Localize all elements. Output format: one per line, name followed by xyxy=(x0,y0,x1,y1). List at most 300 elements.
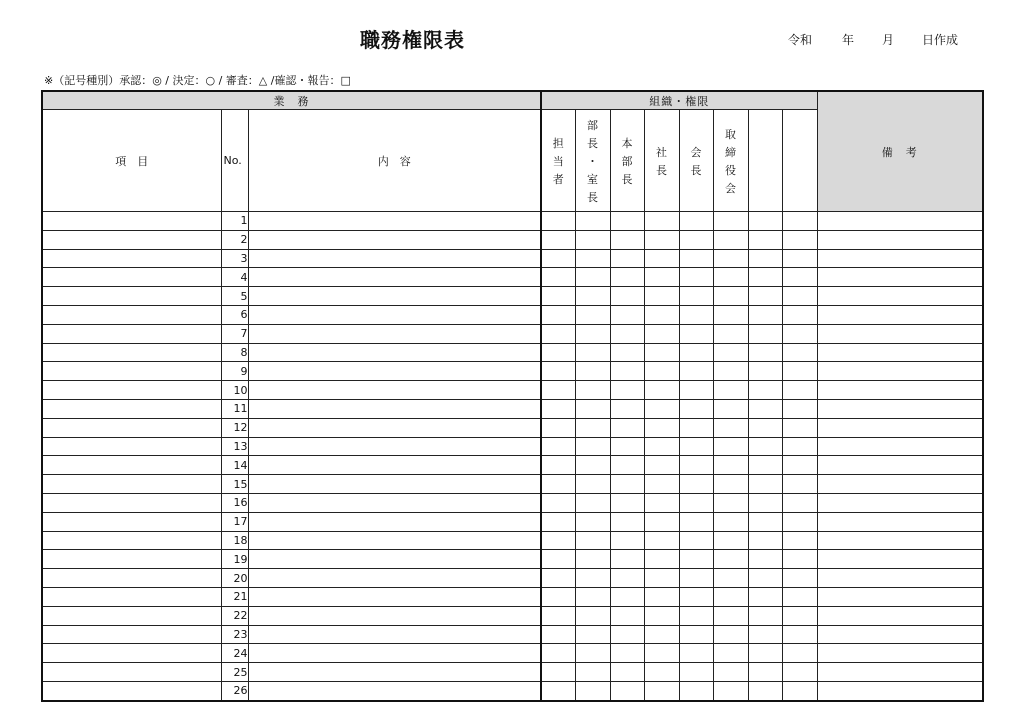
authority-cell[interactable] xyxy=(713,399,748,418)
authority-cell[interactable] xyxy=(713,512,748,531)
authority-cell[interactable] xyxy=(713,437,748,456)
authority-cell[interactable] xyxy=(644,531,679,550)
authority-cell[interactable] xyxy=(713,362,748,381)
authority-cell[interactable] xyxy=(748,287,782,306)
authority-cell[interactable] xyxy=(782,287,817,306)
authority-cell[interactable] xyxy=(782,550,817,569)
authority-cell[interactable] xyxy=(575,287,610,306)
authority-cell[interactable] xyxy=(748,343,782,362)
item-cell[interactable] xyxy=(42,681,221,700)
authority-cell[interactable] xyxy=(644,268,679,287)
authority-cell[interactable] xyxy=(713,531,748,550)
authority-cell[interactable] xyxy=(541,343,575,362)
authority-cell[interactable] xyxy=(782,587,817,606)
content-cell[interactable] xyxy=(248,418,541,437)
content-cell[interactable] xyxy=(248,305,541,324)
authority-cell[interactable] xyxy=(575,362,610,381)
authority-cell[interactable] xyxy=(541,531,575,550)
authority-cell[interactable] xyxy=(610,587,644,606)
content-cell[interactable] xyxy=(248,343,541,362)
authority-cell[interactable] xyxy=(748,512,782,531)
authority-cell[interactable] xyxy=(541,493,575,512)
authority-cell[interactable] xyxy=(679,362,713,381)
remarks-cell[interactable] xyxy=(817,343,983,362)
authority-cell[interactable] xyxy=(782,399,817,418)
authority-cell[interactable] xyxy=(644,362,679,381)
authority-cell[interactable] xyxy=(748,230,782,249)
content-cell[interactable] xyxy=(248,550,541,569)
authority-cell[interactable] xyxy=(782,418,817,437)
role-header-char: 者 xyxy=(552,173,564,186)
item-cell[interactable] xyxy=(42,212,221,231)
authority-cell[interactable] xyxy=(748,475,782,494)
remarks-cell[interactable] xyxy=(817,268,983,287)
remarks-cell[interactable] xyxy=(817,606,983,625)
item-cell[interactable] xyxy=(42,362,221,381)
authority-cell[interactable] xyxy=(541,512,575,531)
authority-cell[interactable] xyxy=(782,531,817,550)
authority-cell[interactable] xyxy=(575,249,610,268)
authority-cell[interactable] xyxy=(713,249,748,268)
authority-cell[interactable] xyxy=(541,362,575,381)
content-cell[interactable] xyxy=(248,399,541,418)
authority-cell[interactable] xyxy=(644,550,679,569)
authority-cell[interactable] xyxy=(541,606,575,625)
authority-cell[interactable] xyxy=(713,625,748,644)
authority-cell[interactable] xyxy=(713,268,748,287)
item-cell[interactable] xyxy=(42,230,221,249)
authority-cell[interactable] xyxy=(713,287,748,306)
authority-cell[interactable] xyxy=(713,324,748,343)
authority-cell[interactable] xyxy=(541,381,575,400)
authority-cell[interactable] xyxy=(541,324,575,343)
item-cell[interactable] xyxy=(42,437,221,456)
authority-cell[interactable] xyxy=(748,399,782,418)
authority-cell[interactable] xyxy=(575,399,610,418)
authority-cell[interactable] xyxy=(782,456,817,475)
authority-cell[interactable] xyxy=(644,230,679,249)
authority-cell[interactable] xyxy=(782,437,817,456)
authority-cell[interactable] xyxy=(575,644,610,663)
authority-cell[interactable] xyxy=(541,587,575,606)
item-cell[interactable] xyxy=(42,343,221,362)
authority-cell[interactable] xyxy=(782,663,817,682)
authority-cell[interactable] xyxy=(679,456,713,475)
authority-cell[interactable] xyxy=(575,512,610,531)
item-cell[interactable] xyxy=(42,663,221,682)
row-number: 17 xyxy=(221,512,248,531)
authority-cell[interactable] xyxy=(644,456,679,475)
authority-cell[interactable] xyxy=(610,569,644,588)
authority-cell[interactable] xyxy=(748,663,782,682)
authority-cell[interactable] xyxy=(610,212,644,231)
authority-cell[interactable] xyxy=(541,456,575,475)
authority-cell[interactable] xyxy=(748,625,782,644)
authority-cell[interactable] xyxy=(610,550,644,569)
authority-cell[interactable] xyxy=(610,381,644,400)
authority-cell[interactable] xyxy=(610,343,644,362)
remarks-cell[interactable] xyxy=(817,456,983,475)
authority-cell[interactable] xyxy=(713,456,748,475)
content-cell[interactable] xyxy=(248,512,541,531)
authority-cell[interactable] xyxy=(541,569,575,588)
content-cell[interactable] xyxy=(248,493,541,512)
item-cell[interactable] xyxy=(42,625,221,644)
row-number: 24 xyxy=(221,644,248,663)
authority-cell[interactable] xyxy=(610,362,644,381)
authority-cell[interactable] xyxy=(644,644,679,663)
authority-cell[interactable] xyxy=(782,625,817,644)
authority-cell[interactable] xyxy=(748,644,782,663)
item-cell[interactable] xyxy=(42,475,221,494)
authority-cell[interactable] xyxy=(644,475,679,494)
authority-cell[interactable] xyxy=(541,550,575,569)
authority-cell[interactable] xyxy=(541,287,575,306)
remarks-cell[interactable] xyxy=(817,399,983,418)
item-cell[interactable] xyxy=(42,287,221,306)
remarks-cell[interactable] xyxy=(817,287,983,306)
item-cell[interactable] xyxy=(42,644,221,663)
authority-cell[interactable] xyxy=(575,381,610,400)
content-cell[interactable] xyxy=(248,268,541,287)
group-header-business: 業 務 xyxy=(42,91,541,110)
authority-cell[interactable] xyxy=(782,475,817,494)
authority-cell[interactable] xyxy=(782,212,817,231)
authority-cell[interactable] xyxy=(679,437,713,456)
authority-cell[interactable] xyxy=(713,343,748,362)
authority-cell[interactable] xyxy=(610,287,644,306)
authority-cell[interactable] xyxy=(541,663,575,682)
authority-cell[interactable] xyxy=(782,249,817,268)
content-cell[interactable] xyxy=(248,644,541,663)
authority-cell[interactable] xyxy=(713,305,748,324)
authority-cell[interactable] xyxy=(575,268,610,287)
authority-cell[interactable] xyxy=(610,437,644,456)
authority-cell[interactable] xyxy=(679,230,713,249)
authority-cell[interactable] xyxy=(782,362,817,381)
authority-cell[interactable] xyxy=(541,399,575,418)
authority-cell[interactable] xyxy=(679,287,713,306)
remarks-cell[interactable] xyxy=(817,550,983,569)
authority-cell[interactable] xyxy=(782,381,817,400)
authority-cell[interactable] xyxy=(541,625,575,644)
authority-cell[interactable] xyxy=(610,663,644,682)
authority-cell[interactable] xyxy=(644,324,679,343)
authority-cell[interactable] xyxy=(782,681,817,700)
authority-cell[interactable] xyxy=(575,606,610,625)
content-cell[interactable] xyxy=(248,456,541,475)
item-cell[interactable] xyxy=(42,381,221,400)
authority-cell[interactable] xyxy=(644,381,679,400)
remarks-cell[interactable] xyxy=(817,324,983,343)
authority-cell[interactable] xyxy=(575,493,610,512)
content-cell[interactable] xyxy=(248,531,541,550)
authority-cell[interactable] xyxy=(575,305,610,324)
authority-cell[interactable] xyxy=(541,681,575,700)
authority-cell[interactable] xyxy=(679,493,713,512)
remarks-cell[interactable] xyxy=(817,493,983,512)
authority-cell[interactable] xyxy=(679,550,713,569)
authority-cell[interactable] xyxy=(679,381,713,400)
authority-cell[interactable] xyxy=(748,418,782,437)
authority-cell[interactable] xyxy=(610,531,644,550)
authority-cell[interactable] xyxy=(748,362,782,381)
authority-cell[interactable] xyxy=(748,324,782,343)
remarks-cell[interactable] xyxy=(817,381,983,400)
content-cell[interactable] xyxy=(248,475,541,494)
content-cell[interactable] xyxy=(248,625,541,644)
authority-cell[interactable] xyxy=(679,324,713,343)
authority-cell[interactable] xyxy=(679,531,713,550)
authority-cell[interactable] xyxy=(679,663,713,682)
item-cell[interactable] xyxy=(42,587,221,606)
authority-cell[interactable] xyxy=(575,531,610,550)
authority-cell[interactable] xyxy=(575,324,610,343)
authority-cell[interactable] xyxy=(782,268,817,287)
authority-cell[interactable] xyxy=(644,399,679,418)
content-cell[interactable] xyxy=(248,437,541,456)
authority-cell[interactable] xyxy=(782,569,817,588)
authority-cell[interactable] xyxy=(610,230,644,249)
authority-cell[interactable] xyxy=(575,456,610,475)
authority-cell[interactable] xyxy=(748,587,782,606)
authority-cell[interactable] xyxy=(782,305,817,324)
role-header xyxy=(782,110,817,212)
authority-cell[interactable] xyxy=(679,587,713,606)
authority-cell[interactable] xyxy=(713,381,748,400)
authority-cell[interactable] xyxy=(610,305,644,324)
authority-cell[interactable] xyxy=(748,381,782,400)
role-header-char: 取 xyxy=(725,128,736,141)
item-cell[interactable] xyxy=(42,324,221,343)
row-number: 16 xyxy=(221,493,248,512)
remarks-cell[interactable] xyxy=(817,531,983,550)
authority-cell[interactable] xyxy=(679,644,713,663)
authority-cell[interactable] xyxy=(713,663,748,682)
authority-cell[interactable] xyxy=(644,249,679,268)
authority-cell[interactable] xyxy=(610,249,644,268)
authority-cell[interactable] xyxy=(748,249,782,268)
authority-cell[interactable] xyxy=(748,305,782,324)
content-cell[interactable] xyxy=(248,362,541,381)
authority-cell[interactable] xyxy=(679,249,713,268)
content-cell[interactable] xyxy=(248,681,541,700)
item-cell[interactable] xyxy=(42,268,221,287)
content-cell[interactable] xyxy=(248,569,541,588)
remarks-cell[interactable] xyxy=(817,212,983,231)
authority-cell[interactable] xyxy=(644,512,679,531)
authority-cell[interactable] xyxy=(575,475,610,494)
authority-cell[interactable] xyxy=(782,324,817,343)
row-number: 21 xyxy=(221,587,248,606)
authority-cell[interactable] xyxy=(748,606,782,625)
authority-cell[interactable] xyxy=(782,343,817,362)
authority-cell[interactable] xyxy=(713,230,748,249)
content-cell[interactable] xyxy=(248,587,541,606)
authority-cell[interactable] xyxy=(610,475,644,494)
authority-cell[interactable] xyxy=(748,569,782,588)
authority-cell[interactable] xyxy=(541,418,575,437)
remarks-cell[interactable] xyxy=(817,663,983,682)
table-row xyxy=(42,268,983,287)
authority-cell[interactable] xyxy=(748,268,782,287)
remarks-cell[interactable] xyxy=(817,418,983,437)
authority-cell[interactable] xyxy=(644,569,679,588)
row-number: 9 xyxy=(221,362,248,381)
authority-cell[interactable] xyxy=(541,305,575,324)
authority-cell[interactable] xyxy=(679,606,713,625)
remarks-cell[interactable] xyxy=(817,512,983,531)
authority-cell[interactable] xyxy=(748,437,782,456)
authority-cell[interactable] xyxy=(575,437,610,456)
content-cell[interactable] xyxy=(248,663,541,682)
authority-cell[interactable] xyxy=(644,212,679,231)
authority-cell[interactable] xyxy=(610,418,644,437)
authority-cell[interactable] xyxy=(575,625,610,644)
item-cell[interactable] xyxy=(42,512,221,531)
authority-cell[interactable] xyxy=(713,569,748,588)
authority-cell[interactable] xyxy=(575,681,610,700)
authority-cell[interactable] xyxy=(713,644,748,663)
content-cell[interactable] xyxy=(248,324,541,343)
authority-cell[interactable] xyxy=(782,512,817,531)
remarks-cell[interactable] xyxy=(817,644,983,663)
content-cell[interactable] xyxy=(248,249,541,268)
authority-cell[interactable] xyxy=(575,230,610,249)
authority-cell[interactable] xyxy=(748,456,782,475)
item-cell[interactable] xyxy=(42,550,221,569)
authority-cell[interactable] xyxy=(610,456,644,475)
authority-cell[interactable] xyxy=(713,587,748,606)
authority-cell[interactable] xyxy=(541,230,575,249)
authority-cell[interactable] xyxy=(713,212,748,231)
table-row xyxy=(42,569,983,588)
authority-cell[interactable] xyxy=(644,625,679,644)
remarks-cell[interactable] xyxy=(817,625,983,644)
authority-cell[interactable] xyxy=(679,512,713,531)
authority-cell[interactable] xyxy=(644,681,679,700)
authority-cell[interactable] xyxy=(610,493,644,512)
item-cell[interactable] xyxy=(42,531,221,550)
authority-cell[interactable] xyxy=(713,681,748,700)
authority-cell[interactable] xyxy=(644,418,679,437)
authority-cell[interactable] xyxy=(679,569,713,588)
item-cell[interactable] xyxy=(42,493,221,512)
authority-cell[interactable] xyxy=(575,418,610,437)
remarks-cell[interactable] xyxy=(817,475,983,494)
authority-cell[interactable] xyxy=(575,569,610,588)
authority-cell[interactable] xyxy=(679,212,713,231)
authority-cell[interactable] xyxy=(610,324,644,343)
authority-cell[interactable] xyxy=(679,625,713,644)
content-cell[interactable] xyxy=(248,606,541,625)
remarks-cell[interactable] xyxy=(817,587,983,606)
authority-cell[interactable] xyxy=(713,550,748,569)
remarks-cell[interactable] xyxy=(817,437,983,456)
authority-cell[interactable] xyxy=(644,493,679,512)
role-header xyxy=(748,110,782,212)
item-cell[interactable] xyxy=(42,249,221,268)
authority-cell[interactable] xyxy=(575,550,610,569)
authority-cell[interactable] xyxy=(644,663,679,682)
authority-cell[interactable] xyxy=(541,437,575,456)
authority-cell[interactable] xyxy=(610,625,644,644)
authority-cell[interactable] xyxy=(541,249,575,268)
authority-cell[interactable] xyxy=(782,493,817,512)
authority-cell[interactable] xyxy=(644,437,679,456)
item-cell[interactable] xyxy=(42,399,221,418)
row-number: 10 xyxy=(221,381,248,400)
content-cell[interactable] xyxy=(248,287,541,306)
item-cell[interactable] xyxy=(42,606,221,625)
authority-cell[interactable] xyxy=(610,512,644,531)
authority-cell[interactable] xyxy=(644,343,679,362)
authority-cell[interactable] xyxy=(748,531,782,550)
item-cell[interactable] xyxy=(42,305,221,324)
authority-cell[interactable] xyxy=(575,212,610,231)
remarks-cell[interactable] xyxy=(817,230,983,249)
authority-cell[interactable] xyxy=(679,343,713,362)
authority-cell[interactable] xyxy=(782,606,817,625)
authority-cell[interactable] xyxy=(679,305,713,324)
authority-cell[interactable] xyxy=(610,399,644,418)
authority-cell[interactable] xyxy=(748,550,782,569)
authority-cell[interactable] xyxy=(782,230,817,249)
authority-cell[interactable] xyxy=(575,587,610,606)
content-cell[interactable] xyxy=(248,212,541,231)
authority-cell[interactable] xyxy=(541,212,575,231)
authority-cell[interactable] xyxy=(679,681,713,700)
item-cell[interactable] xyxy=(42,569,221,588)
authority-cell[interactable] xyxy=(575,663,610,682)
authority-cell[interactable] xyxy=(644,587,679,606)
remarks-cell[interactable] xyxy=(817,681,983,700)
item-cell[interactable] xyxy=(42,418,221,437)
authority-cell[interactable] xyxy=(782,644,817,663)
remarks-cell[interactable] xyxy=(817,249,983,268)
authority-cell[interactable] xyxy=(644,305,679,324)
authority-cell[interactable] xyxy=(748,681,782,700)
authority-cell[interactable] xyxy=(610,606,644,625)
table-row xyxy=(42,249,983,268)
content-cell[interactable] xyxy=(248,381,541,400)
content-cell[interactable] xyxy=(248,230,541,249)
authority-cell[interactable] xyxy=(713,418,748,437)
authority-cell[interactable] xyxy=(541,644,575,663)
authority-cell[interactable] xyxy=(610,268,644,287)
remarks-cell[interactable] xyxy=(817,305,983,324)
authority-cell[interactable] xyxy=(679,418,713,437)
authority-cell[interactable] xyxy=(748,212,782,231)
authority-cell[interactable] xyxy=(644,287,679,306)
authority-cell[interactable] xyxy=(644,606,679,625)
authority-cell[interactable] xyxy=(541,475,575,494)
authority-cell[interactable] xyxy=(713,475,748,494)
authority-cell[interactable] xyxy=(679,268,713,287)
authority-cell[interactable] xyxy=(610,644,644,663)
remarks-cell[interactable] xyxy=(817,569,983,588)
authority-cell[interactable] xyxy=(679,475,713,494)
authority-cell[interactable] xyxy=(748,493,782,512)
authority-cell[interactable] xyxy=(541,268,575,287)
authority-cell[interactable] xyxy=(575,343,610,362)
authority-cell[interactable] xyxy=(713,606,748,625)
authority-cell[interactable] xyxy=(679,399,713,418)
authority-cell[interactable] xyxy=(610,681,644,700)
authority-cell[interactable] xyxy=(713,493,748,512)
remarks-cell[interactable] xyxy=(817,362,983,381)
item-cell[interactable] xyxy=(42,456,221,475)
